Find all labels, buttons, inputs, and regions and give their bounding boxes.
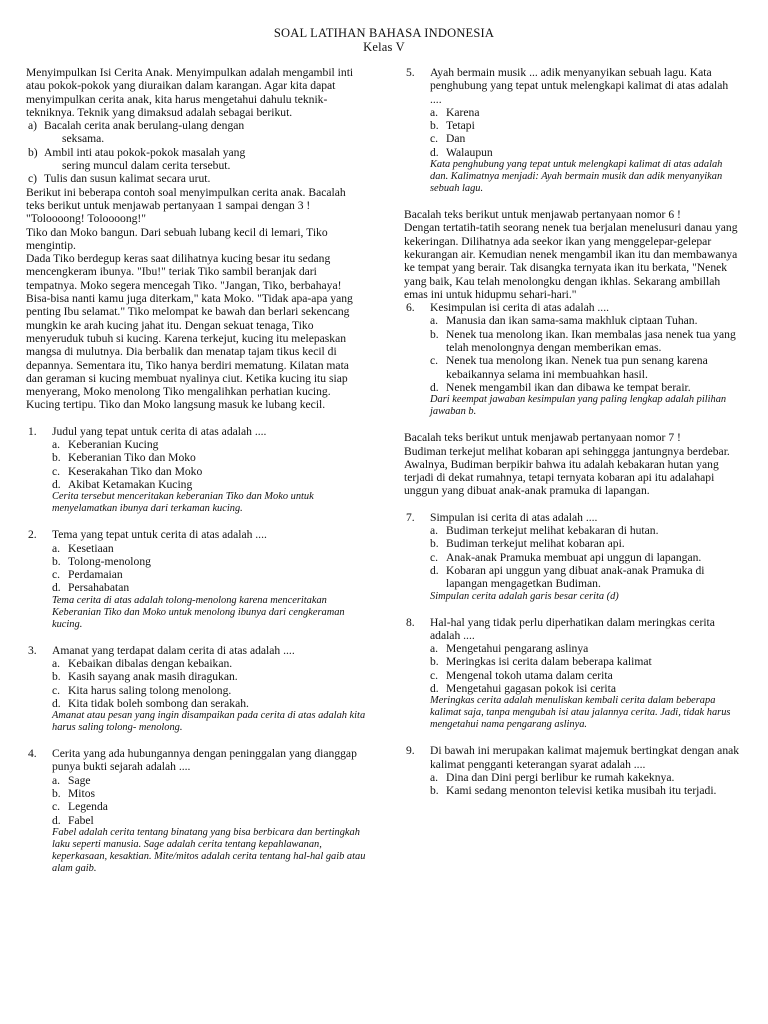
question-number: 5.	[406, 66, 415, 79]
instruction-text: Bacalah teks berikut untuk menjawab pertanyaan nomor 6 !	[404, 208, 681, 222]
option-marker: a.	[52, 656, 61, 670]
question-1	[26, 425, 366, 515]
answer-option[interactable]	[430, 642, 742, 655]
answer-explanation: Dari keempat jawaban kesimpulan yang paling lengkap adalah pilihan jawaban b.	[430, 394, 727, 418]
technique-text-cont: seksama.	[62, 132, 105, 146]
answer-option[interactable]	[430, 771, 742, 784]
answer-option[interactable]	[430, 106, 742, 119]
option-marker: d.	[430, 681, 439, 695]
option-marker: b.	[430, 655, 439, 669]
answer-explanation: Fabel adalah cerita tentang binatang yang bisa berbicara dan bertingkah laku seperti manusia. Sage adalah cerita tentang kepahlawanan, keperkasaan, kesaktian. Mite/mitos adalah cerita tentang hal-hal gaib atau alam gaib.	[52, 826, 366, 874]
technique-item	[26, 172, 366, 185]
question-number: 8.	[406, 615, 415, 629]
answer-option[interactable]	[52, 465, 366, 478]
left-column	[26, 66, 366, 875]
option-marker: a.	[52, 541, 61, 555]
technique-text-cont: sering muncul dalam cerita tersebut.	[62, 159, 231, 173]
option-marker: c.	[430, 354, 439, 368]
question-number: 3.	[28, 643, 37, 657]
option-text: Kami sedang menonton televisi ketika musibah itu terjadi.	[446, 784, 717, 798]
instruction-text: Berikut ini beberapa contoh soal menyimpulkan cerita anak. Bacalah teks berikut untuk menjawab pertanyaan 1 sampai dengan 3 !	[26, 185, 346, 212]
question-number: 6.	[406, 301, 415, 315]
option-text: Mengetahui gagasan pokok isi cerita	[446, 681, 616, 695]
question-number: 7.	[406, 510, 415, 524]
answer-option[interactable]	[430, 655, 742, 668]
option-text: Mengetahui pengarang aslinya	[446, 642, 589, 656]
intro-paragraph: Menyimpulkan Isi Cerita Anak. Menyimpulkan adalah mengambil inti atau pokok-pokok yang diuraikan dalam karangan. Agar kita dapat menyimpulkan cerita anak, kita harus mengetahui dahulu teknik-tekniknya. Teknik yang dimaksud adalah sebagai berikut.	[26, 66, 354, 119]
question-text: Amanat yang terdapat dalam cerita di atas adalah ....	[52, 643, 295, 657]
technique-marker: c)	[28, 172, 38, 186]
option-text: Walaupun	[446, 145, 493, 159]
option-marker: b.	[430, 784, 439, 798]
option-marker: c.	[52, 683, 61, 697]
answer-option[interactable]	[52, 438, 366, 451]
question-4	[26, 747, 366, 875]
story-passage	[26, 212, 366, 411]
technique-text: Tulis dan susun kalimat secara urut.	[44, 172, 211, 186]
answer-option[interactable]	[52, 774, 366, 787]
option-marker: c.	[52, 800, 61, 814]
answer-option[interactable]	[430, 354, 742, 381]
answer-explanation: Tema cerita di atas adalah tolong-menolong karena menceritakan Keberanian Tiko dan Moko untuk menolong ibunya dari cengkeraman kucing.	[52, 594, 345, 630]
story-passage-3	[404, 431, 742, 497]
option-marker: a.	[430, 105, 439, 119]
question-text: Ayah bermain musik ... adik menyanyikan sebuah lagu. Kata penghubung yang tepat untuk melengkapi kalimat di atas adalah ....	[430, 66, 729, 106]
technique-text: Bacalah cerita anak berulang-ulang dengan	[44, 119, 245, 133]
option-marker: c.	[430, 132, 439, 146]
option-marker: b.	[52, 787, 61, 801]
option-text: Meringkas isi cerita dalam beberapa kalimat	[446, 655, 652, 669]
option-text: Dina dan Dini pergi berlibur ke rumah kakeknya.	[446, 770, 675, 784]
answer-option[interactable]	[52, 451, 366, 464]
option-text: Mitos	[68, 787, 96, 801]
option-text: Kesetiaan	[68, 541, 114, 555]
option-marker: d.	[430, 563, 439, 577]
option-marker: b.	[52, 554, 61, 568]
option-text: Dan	[446, 132, 466, 146]
question-3	[26, 644, 366, 734]
answer-option[interactable]	[430, 669, 742, 682]
option-marker: a.	[430, 770, 439, 784]
answer-explanation: Meringkas cerita adalah menuliskan kembali cerita dalam beberapa kalimat saja, tanpa mengubah isi atau jalannya cerita. Jadi, tidak harus mengetahui nama pengarang aslinya.	[430, 695, 731, 731]
option-text: Perdamaian	[68, 568, 123, 582]
option-text: Tolong-menolong	[68, 554, 151, 568]
option-text: Keberanian Kucing	[68, 438, 159, 452]
question-text: Simpulan isi cerita di atas adalah ....	[430, 510, 598, 524]
answer-option[interactable]	[52, 684, 366, 697]
answer-option[interactable]	[430, 564, 742, 591]
answer-option[interactable]	[430, 524, 742, 537]
answer-option[interactable]	[430, 551, 742, 564]
instruction-text: Bacalah teks berikut untuk menjawab pertanyaan nomor 7 !	[404, 431, 681, 445]
option-marker: b.	[430, 537, 439, 551]
question-7	[404, 511, 742, 603]
answer-option[interactable]	[52, 568, 366, 581]
answer-explanation: Amanat atau pesan yang ingin disampaikan pada cerita di atas adalah kita harus saling tolong- menolong.	[52, 710, 366, 734]
option-marker: c.	[52, 464, 61, 478]
option-text: Keberanian Tiko dan Moko	[68, 451, 196, 465]
option-text: Nenek mengambil ikan dan dibawa ke tempat berair.	[446, 380, 691, 394]
question-number: 4.	[28, 747, 37, 761]
answer-option[interactable]	[52, 555, 366, 568]
answer-options	[52, 542, 366, 595]
option-text: Kita tidak boleh sombong dan serakah.	[68, 696, 249, 710]
question-number: 2.	[28, 528, 37, 542]
intro-section	[26, 66, 366, 212]
technique-list	[26, 119, 366, 185]
option-marker: b.	[430, 327, 439, 341]
answer-option[interactable]	[52, 697, 366, 710]
worksheet-subtitle: Kelas V	[363, 40, 405, 54]
passage-line: Dada Tiko berdegup keras saat dilihatnya kucing besar itu sedang mencengkeram ibunya. "Ibu!" teriak Tiko sambil beranjak dari tempatnya. Moko segera mencegah Tiko. "Jangan, Tiko, berbahaya! Bisa-bisa nanti kamu juga diterkam," kata Moko. "Tidak apa-apa yang penting Ibu selamat." Tiko melompat ke bawah dan berlari sekencang mungkin ke arah kucing jahat itu. Dengan sekuat tenaga, Tiko menyeruduk tubuh si kucing. Karena terkejut, kucing itu melepaskan mangsa di mulutnya. Dia berbalik dan menatap tajam tikus kecil di depannya. Sementara itu, Tiko hanya berdiri mematung. Kilatan mata dan geraman si kucing membuat nyalinya ciut. Ketika kucing itu siap menyerang, Moko menolong Tiko mengalihkan perhatian kucing. Kucing tertipu. Tiko dan Moko langsung masuk ke lubang kecil.	[26, 252, 353, 412]
answer-option[interactable]	[52, 581, 366, 594]
question-5	[404, 66, 742, 195]
question-text: Di bawah ini merupakan kalimat majemuk bertingkat dengan anak kalimat pengganti keterangan syarat adalah ....	[430, 744, 740, 771]
option-text: Kebaikan dibalas dengan kebaikan.	[68, 656, 233, 670]
option-marker: a.	[52, 438, 61, 452]
answer-option[interactable]	[52, 657, 366, 670]
question-2	[26, 528, 366, 630]
question-text: Judul yang tepat untuk cerita di atas adalah ....	[52, 424, 267, 438]
option-text: Tetapi	[446, 119, 475, 133]
answer-options	[430, 314, 742, 394]
option-text: Sage	[68, 773, 91, 787]
question-text: Kesimpulan isi cerita di atas adalah ....	[430, 301, 610, 315]
option-marker: a.	[52, 773, 61, 787]
answer-options	[430, 524, 742, 590]
question-number: 9.	[406, 744, 415, 758]
answer-options	[430, 771, 742, 798]
answer-options	[430, 106, 742, 159]
answer-option[interactable]	[430, 132, 742, 145]
answer-option[interactable]	[52, 814, 366, 827]
answer-option[interactable]	[430, 328, 742, 355]
question-9	[404, 744, 742, 797]
story-passage-2	[404, 208, 742, 301]
answer-option[interactable]	[430, 314, 742, 327]
option-text: Akibat Ketamakan Kucing	[68, 477, 193, 491]
answer-option[interactable]	[52, 478, 366, 491]
answer-options	[52, 657, 366, 710]
option-marker: a.	[430, 314, 439, 328]
answer-options	[430, 642, 742, 695]
question-8	[404, 616, 742, 732]
technique-marker: b)	[28, 145, 38, 159]
right-column	[404, 66, 742, 797]
answer-option[interactable]	[430, 381, 742, 394]
technique-item	[26, 146, 366, 173]
passage-text: Budiman terkejut melihat kobaran api sehinggga jantungnya berdebar. Awalnya, Budiman berpikir bahwa itu adalah kebakaran hutan yang terjadi di dekat rumahnya, tetapi ternyata kobaran api itu adalahapi unggun yang dibuat anak-anak pramuka di lapangan.	[404, 444, 730, 498]
answer-option[interactable]	[430, 119, 742, 132]
option-text: Keserakahan Tiko dan Moko	[68, 464, 203, 478]
question-text: Hal-hal yang tidak perlu diperhatikan dalam meringkas cerita adalah ....	[430, 615, 715, 642]
question-text: Cerita yang ada hubungannya dengan peninggalan yang dianggap punya bukti sejarah adalah ....	[52, 747, 357, 774]
answer-explanation: Simpulan cerita adalah garis besar cerita (d)	[430, 590, 619, 602]
option-marker: d.	[52, 813, 61, 827]
answer-option[interactable]	[52, 800, 366, 813]
passage-line: Tiko dan Moko bangun. Dari sebuah lubang kecil di lemari, Tiko mengintip.	[26, 225, 328, 252]
option-text: Anak-anak Pramuka membuat api unggun di lapangan.	[446, 550, 702, 564]
answer-options	[52, 438, 366, 491]
option-marker: d.	[52, 696, 61, 710]
option-text: Kobaran api unggun yang dibuat anak-anak Pramuka di lapangan mengagetkan Budiman.	[446, 563, 705, 591]
option-text: Legenda	[68, 800, 108, 814]
answer-explanation: Kata penghubung yang tepat untuk melengkapi kalimat di atas adalah dan. Kalimatnya menjadi: Ayah bermain musik dan adik menyanyikan sebuah lagu.	[430, 159, 723, 195]
option-text: Nenek tua menolong ikan. Nenek tua pun senang karena kebaikannya selama ini membuahkan hasil.	[446, 354, 708, 381]
option-text: Manusia dan ikan sama-sama makhluk ciptaan Tuhan.	[446, 314, 698, 328]
technique-item	[26, 119, 366, 146]
option-marker: a.	[430, 524, 439, 538]
option-marker: d.	[52, 581, 61, 595]
option-marker: c.	[430, 550, 439, 564]
worksheet-header	[0, 26, 768, 54]
option-text: Kasih sayang anak masih diragukan.	[68, 670, 238, 684]
passage-text: Dengan tertatih-tatih seorang nenek tua berjalan menelusuri danau yang kekeringan. Dilihatnya ada seekor ikan yang menggelepar-gelepar kekurangan air. Kemudian nenek mengambil ikan itu dan membawanya ke tempat yang berair. Tak disangka ternyata ikan itu berkata, "Nenek yang baik, Kau telah menolongku dengan ikhlas. Sekarang ambillah emas ini untuk hidupmu sehari-hari."	[404, 221, 738, 301]
option-marker: b.	[52, 451, 61, 465]
technique-marker: a)	[28, 119, 38, 133]
option-text: Persahabatan	[68, 581, 130, 595]
question-number: 1.	[28, 424, 37, 438]
option-marker: b.	[430, 119, 439, 133]
option-marker: d.	[430, 380, 439, 394]
option-text: Nenek tua menolong ikan. Ikan membalas jasa nenek tua yang telah menolongnya dengan memberikan emas.	[446, 327, 736, 355]
answer-option[interactable]	[430, 682, 742, 695]
technique-text: Ambil inti atau pokok-pokok masalah yang	[44, 145, 246, 159]
option-text: Karena	[446, 105, 480, 119]
answer-options	[52, 774, 366, 827]
option-text: Fabel	[68, 813, 94, 827]
answer-option[interactable]	[52, 670, 366, 683]
option-text: Budiman terkejut melihat kebakaran di hutan.	[446, 524, 659, 538]
worksheet-title: SOAL LATIHAN BAHASA INDONESIA	[273, 26, 495, 40]
answer-explanation: Cerita tersebut menceritakan keberanian Tiko dan Moko untuk menyelamatkan ibunya dari terkaman kucing.	[52, 491, 314, 515]
option-marker: c.	[430, 668, 439, 682]
passage-line: "Toloooong! Toloooong!"	[26, 212, 147, 226]
answer-option[interactable]	[430, 146, 742, 159]
option-marker: c.	[52, 568, 61, 582]
option-text: Kita harus saling tolong menolong.	[68, 683, 232, 697]
answer-option[interactable]	[52, 542, 366, 555]
question-6	[404, 301, 742, 418]
question-text: Tema yang tepat untuk cerita di atas adalah ....	[52, 528, 267, 542]
answer-option[interactable]	[430, 537, 742, 550]
answer-option[interactable]	[430, 784, 742, 797]
option-marker: d.	[52, 477, 61, 491]
option-marker: a.	[430, 642, 439, 656]
answer-option[interactable]	[52, 787, 366, 800]
option-marker: d.	[430, 145, 439, 159]
option-text: Budiman terkejut melihat kobaran api.	[446, 537, 625, 551]
option-marker: b.	[52, 670, 61, 684]
option-text: Mengenal tokoh utama dalam cerita	[446, 668, 613, 682]
